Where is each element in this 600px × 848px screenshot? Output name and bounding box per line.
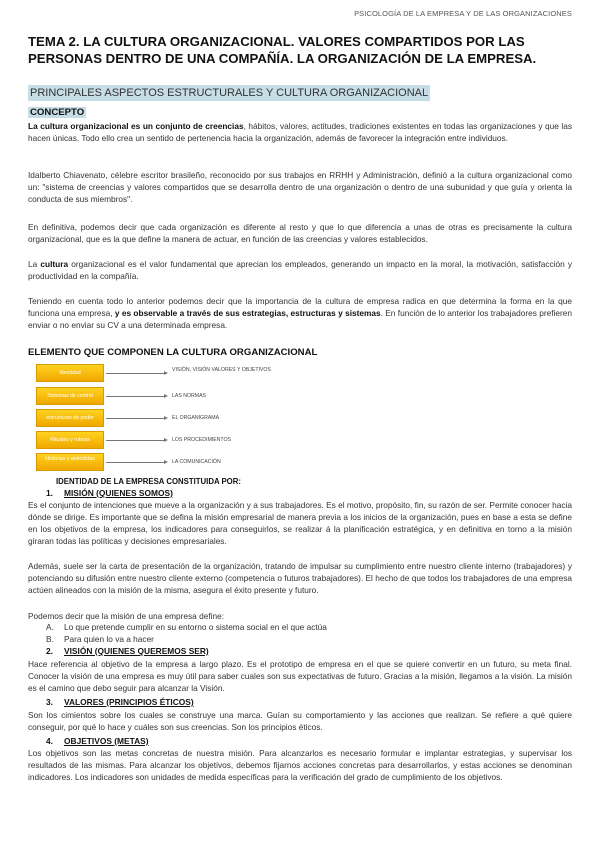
diagram-box-rituales: Rituales y rutinas — [36, 431, 104, 449]
diagram-box-identidad: Identidad — [36, 364, 104, 382]
arrow-head-icon — [164, 438, 168, 442]
list-item-b — [46, 634, 154, 644]
identidad-heading: IDENTIDAD DE LA EMPRESA CONSTITUIDA POR: — [56, 477, 241, 486]
list-number: 3. — [46, 697, 53, 707]
bold-cultura: cultura — [40, 259, 69, 269]
mision-title: MISIÓN (QUIENES SOMOS) — [64, 488, 173, 498]
valores-title: VALORES (PRINCIPIOS ÉTICOS) — [64, 697, 194, 707]
vision-title: VISIÓN (QUIENES QUEREMOS SER) — [64, 646, 209, 656]
diagram-box-historias: Historias y anécdotas — [36, 453, 104, 471]
diagram-label-normas: LAS NORMAS — [172, 393, 207, 399]
arrow-head-icon — [164, 371, 168, 375]
paragraph-mision-1: Es el conjunto de intenciones que mueve a la organización y a sus trabajadores. Es el motivo, propósito, fin, su razón de ser. Permite conocer hacia dónde se dirige. Es importante que se defina la misión empresarial de manera previa a los inicios de la organización, pues en base a esta se define en los objetivos de la empresa, los indicadores para conseguirlos, se realizar á la planificación estratégica, y en definitiva en torno a la misión giraran todas las políticas y decisiones empresariales. — [28, 500, 572, 547]
vision-heading — [46, 646, 209, 656]
paragraph-concepto — [28, 120, 572, 144]
paragraph-vision: Hace referencia al objetivo de la empresa a largo plazo. Es el prototipo de empresa en el que se quiere convertir en un futuro, su meta final. Conocer la visión de una empresa es muy útil para saber cuales son sus expectativas de futuro. Gracias a la misión, llegamos a la visión. La misión es el camino que debo seguir para alcanzar la Visión. — [28, 659, 572, 694]
paragraph-text: Teniendo en cuenta todo lo anterior podemos decir que la importancia de la cultura de empresa radica en que determina la forma en la que funciona una empresa, — [28, 296, 572, 319]
list-number: 1. — [46, 488, 53, 498]
paragraph-text: La — [28, 259, 41, 269]
mision-heading — [46, 488, 173, 498]
valores-heading — [46, 697, 194, 707]
list-item-a — [46, 622, 327, 632]
paragraph-importancia — [28, 295, 572, 331]
diagram-label-procedimientos: LOS PROCEDIMIENTOS — [172, 437, 231, 443]
bold-definition: La cultura organizacional es un conjunto de creencias — [28, 121, 244, 131]
diagram-arrow — [106, 418, 164, 419]
running-header: PSICOLOGÍA DE LA EMPRESA Y DE LAS ORGANIZACIONES — [354, 9, 572, 18]
concepto-heading: CONCEPTO — [30, 107, 85, 118]
list-number: 2. — [46, 646, 53, 656]
paragraph-cultura-valor — [28, 258, 572, 282]
diagram-arrow — [106, 440, 164, 441]
paragraph-chiavenato: Idalberto Chiavenato, célebre escritor brasileño, reconocido por sus trabajos en RRHH y Administración, definió a la cultura organizacional como un: "sistema de creencias y valores compartidos que se desarrolla dentro de una organización o dentro de una subunidad y que guía y orienta la conducta de sus miembros". — [28, 170, 572, 205]
list-number: 4. — [46, 736, 53, 746]
list-item-text: Lo que pretende cumplir en su entorno o sistema social en el que actúa — [64, 622, 327, 632]
diagram-arrow — [106, 396, 164, 397]
diagram-label-vision: VISIÓN, VISIÓN VALORES Y OBJETIVOS — [172, 367, 271, 373]
elementos-heading: ELEMENTO QUE COMPONEN LA CULTURA ORGANIZACIONAL — [28, 347, 318, 358]
diagram-box-control: Sistemas de control — [36, 387, 104, 405]
paragraph-mision-2: Además, suele ser la carta de presentación de la organización, tratando de impulsar su cumplimiento entre nuestro cliente interno (trabajadores) y potenciando su difusión entre nuestro cliente externo (competencia o futuros trabajadores). El hecho de que todos los trabajadores de una empresa actúen alineados con la misión de la misma, asegura el éxito presente y futuro. — [28, 561, 572, 596]
objetivos-title: OBJETIVOS (METAS) — [64, 736, 149, 746]
list-item-text: Para quien lo va a hacer — [64, 634, 154, 644]
diagram-box-poder: estructuras de poder — [36, 409, 104, 427]
arrow-head-icon — [164, 394, 168, 398]
paragraph-objetivos: Los objetivos son las metas concretas de nuestra misión. Para alcanzarlos es necesario formular e implantar estrategias, y supervisar los resultados de las mismas. Para alcanzar los objetivos, debemos fijarnos acciones concretas para desarrollarlos, y estas acciones se denominan indicadores. Los indicadores son unidades de medida específicas para la verificación del grado de cumplimiento de los objetivos. — [28, 748, 572, 783]
arrow-head-icon — [164, 460, 168, 464]
diagram-label-comunicacion: LA COMUNICACIÓN — [172, 459, 221, 465]
bold-observable: y es observable a través de sus estrategias, estructuras y sistemas — [114, 308, 381, 319]
diagram-label-organigrama: EL ORGANIGRAMA — [172, 415, 220, 421]
list-letter: A. — [46, 622, 54, 632]
diagram-arrow — [106, 373, 164, 374]
list-letter: B. — [46, 634, 54, 644]
objetivos-heading — [46, 736, 149, 746]
diagram-arrow — [106, 462, 164, 463]
paragraph-definitiva: En definitiva, podemos decir que cada organización es diferente al resto y que lo que diferencia a unas de otras es precisamente la cultura organizacional, que es la que define la manera de actuar, en función de las creencias y valores establecidos. — [28, 222, 572, 245]
paragraph-valores: Son los cimientos sobre los cuales se construye una marca. Guían su comportamiento y las acciones que realizan. Se refiere a qué quiere conseguir, por qué lo hace y cuáles son sus creencias. Son los principios éticos. — [28, 710, 572, 733]
elements-diagram — [36, 364, 296, 474]
arrow-head-icon — [164, 416, 168, 420]
paragraph-mision-3: Podemos decir que la misión de una empresa define: — [28, 611, 225, 621]
paragraph-text: , hábitos, valores, actitudes, tradiciones existentes en todas las organizaciones y que las hacen únicas. Todo ello crea un sentido de pertenencia hacia la organización, además de favorecer la integración entre individuos. — [28, 121, 572, 144]
section-heading-aspectos: PRINCIPALES ASPECTOS ESTRUCTURALES Y CULTURA ORGANIZACIONAL — [30, 87, 429, 99]
page-title: TEMA 2. LA CULTURA ORGANIZACIONAL. VALORES COMPARTIDOS POR LAS PERSONAS DENTRO DE UNA COMPAÑÍA. LA ORGANIZACIÓN DE LA EMPRESA. — [28, 34, 537, 66]
paragraph-text: . En función de lo anterior los trabajadores prefieren enviar o no enviar su CV a una determinada empresa. — [28, 308, 572, 331]
paragraph-text: organizacional es el valor fundamental que aprecian los empleados, generando un impacto en la moral, la motivación, satisfacción y productividad en la compañía. — [28, 259, 573, 282]
